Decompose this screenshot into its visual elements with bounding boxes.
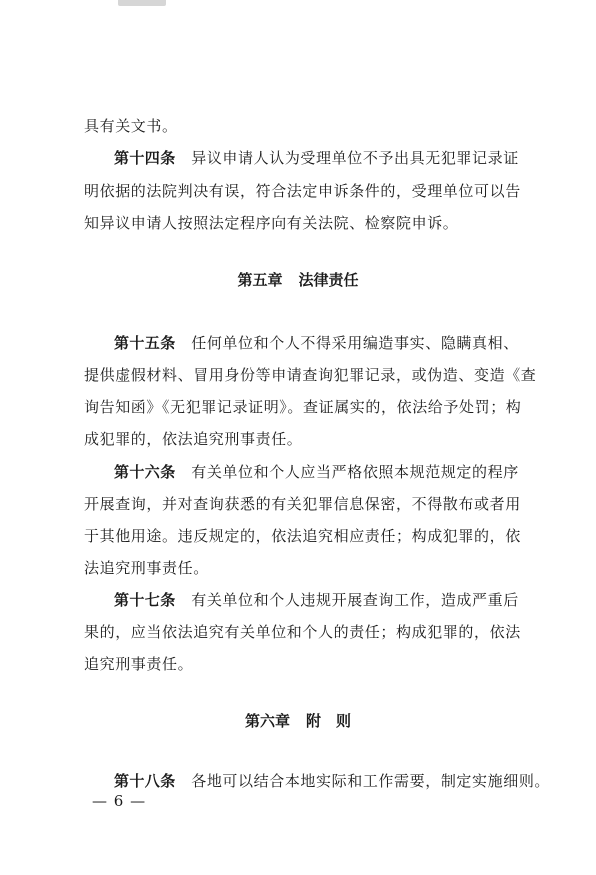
text-line: 开展查询，并对查询获悉的有关犯罪信息保密，不得散布或者用 — [84, 495, 521, 513]
text-line: 法追究刑事责任。 — [84, 559, 209, 577]
article-14-line: 第十四条 异议申请人认为受理单位不予出具无犯罪记录证 — [114, 149, 519, 167]
text-line: 询告知函》《无犯罪记录证明》。查证属实的，依法给予处罚；构 — [84, 398, 522, 416]
scan-top-mark — [118, 0, 166, 6]
text-line: 提供虚假材料、冒用身份等申请查询犯罪记录，或伪造、变造《查 — [84, 366, 537, 384]
text-line: 成犯罪的，依法追究刑事责任。 — [84, 430, 303, 448]
article-number: 第十四条 — [114, 149, 176, 167]
text-line: 具有关文书。 — [84, 117, 178, 135]
article-16-line: 第十六条 有关单位和个人应当严格依照本规范规定的程序 — [114, 463, 519, 481]
text-line: 于其他用途。违反规定的，依法追究相应责任；构成犯罪的，依 — [84, 527, 521, 545]
article-number: 第十五条 — [114, 334, 176, 352]
text-line: 明依据的法院判决有误，符合法定申诉条件的，受理单位可以告 — [84, 182, 521, 200]
text-line: 果的，应当依法追究有关单位和个人的责任；构成犯罪的，依法 — [84, 623, 521, 641]
text-line: 追究刑事责任。 — [84, 655, 194, 673]
chapter-heading: 第六章 附 则 — [244, 712, 352, 730]
page-number: — 6 — — [92, 792, 147, 810]
article-number: 第十七条 — [114, 591, 176, 609]
text-line: 知异议申请人按照法定程序向有关法院、检察院申诉。 — [84, 214, 459, 232]
article-18-line: 第十八条 各地可以结合本地实际和工作需要，制定实施细则。 — [114, 772, 551, 790]
article-15-line: 第十五条 任何单位和个人不得采用编造事实、隐瞒真相、 — [114, 334, 519, 352]
article-17-line: 第十七条 有关单位和个人违规开展查询工作，造成严重后 — [114, 591, 519, 609]
article-number: 第十六条 — [114, 463, 176, 481]
chapter-heading: 第五章 法律责任 — [237, 271, 359, 289]
article-number: 第十八条 — [114, 772, 176, 790]
